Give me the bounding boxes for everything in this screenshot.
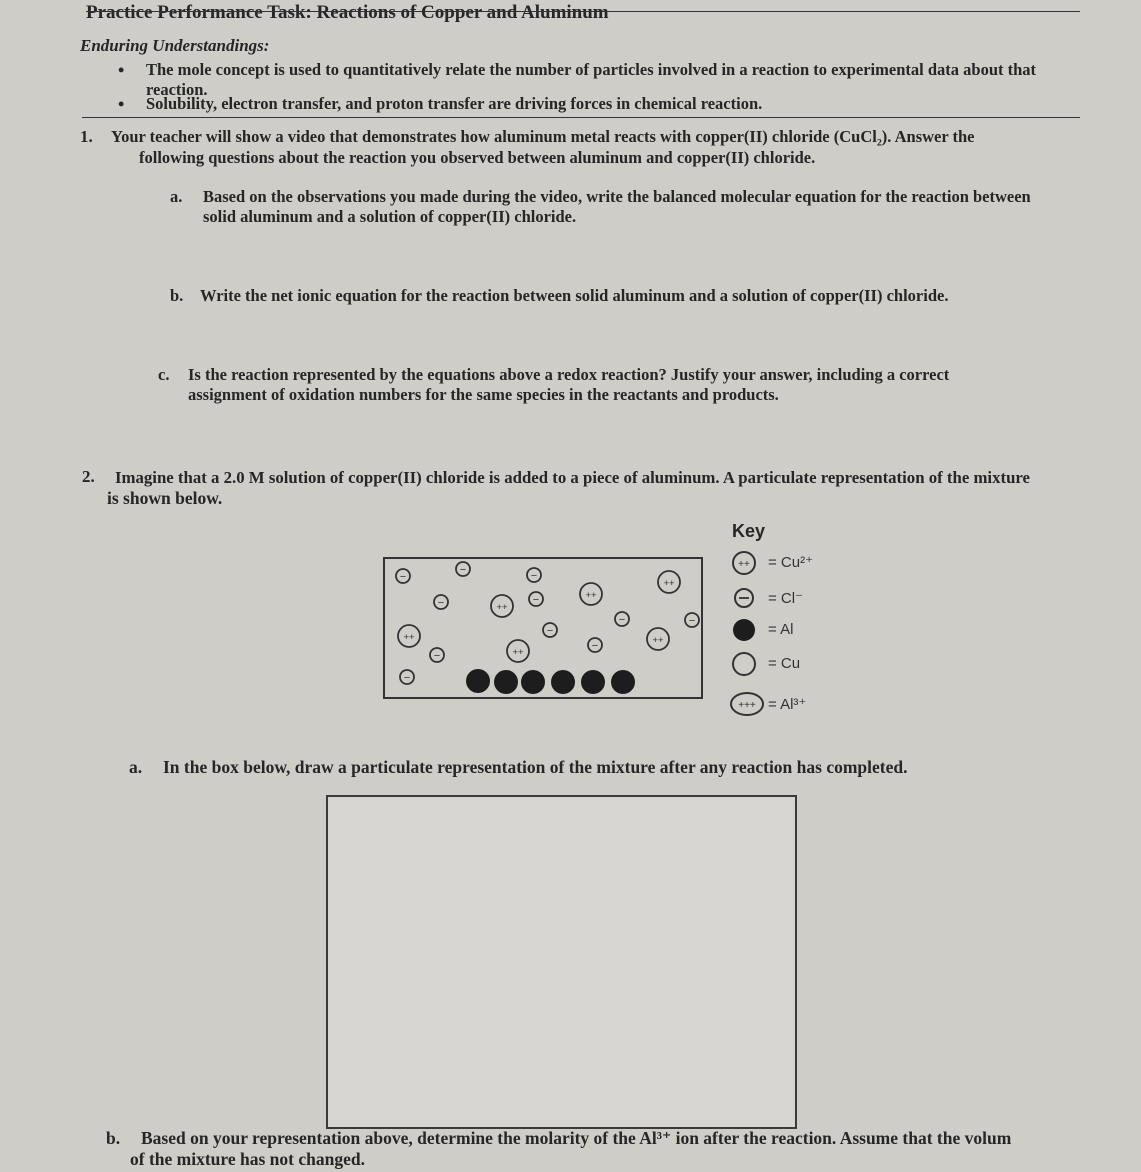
aluminum-atom [551,670,575,694]
chloride-sign: − [399,571,407,583]
key-al3plus-label: = Al³⁺ [768,696,807,713]
chloride-sign: − [530,570,538,582]
part-1a-letter: a. [170,187,183,206]
worksheet-title: Practice Performance Task: Reactions of Copper and Aluminum [86,2,609,23]
part-1a-line2: solid aluminum and a solution of copper(II) chloride. [203,207,577,226]
part-1a-line1: Based on the observations you made during the video, write the balanced molecular equation for the reaction between [203,187,1031,206]
chloride-sign: − [591,640,599,652]
chloride-sign: − [688,615,696,627]
question-2-line1: Imagine that a 2.0 M solution of copper(II) chloride is added to a piece of aluminum. A particulate representation of the mixture [115,468,1031,487]
aluminum-atom [581,670,605,694]
part-2a-text: In the box below, draw a particulate representation of the mixture after any reaction has completed. [163,757,908,777]
key-symbols [730,547,770,717]
copper-ion-sign: ++ [663,578,675,589]
part-2b-letter: b. [106,1128,121,1148]
particulate-mixture-diagram [383,557,703,699]
part-2b-line2: of the mixture has not changed. [130,1149,365,1169]
chloride-key-icon [735,589,753,607]
part-2b-line1: Based on your representation above, determine the molarity of the Al³⁺ ion after the reaction. Assume that the volum [141,1128,1012,1148]
aluminum-atom [521,670,545,694]
cu2plus-key-icon [733,552,755,574]
chloride-sign: − [618,614,626,626]
aluminum-atom-key-icon [733,619,755,641]
part-1b-line1: Write the net ionic equation for the reaction between solid aluminum and a solution of copper(II) chloride. [200,286,949,305]
title-rule [86,11,1080,12]
copper-atom-key-icon [733,653,755,675]
question-1-line1: Your teacher will show a video that demonstrates how aluminum metal reacts with copper(II) chloride (CuCl₂). Answer the [111,127,975,146]
aluminum-atom [494,670,518,694]
part-1c-line2: assignment of oxidation numbers for the same species in the reactants and products. [188,385,779,404]
aluminum-atom [611,670,635,694]
chloride-sign: − [433,650,441,662]
key-copper-label: = Cu [768,655,801,672]
bullet-1-line1: The mole concept is used to quantitatively relate the number of particles involved in a reaction to experimental data about that [146,60,1037,79]
aluminum-atom [466,669,490,693]
chloride-sign: − [532,594,540,606]
svg-text:+++: +++ [738,700,756,711]
copper-ion-sign: ++ [652,635,664,646]
al3plus-key-icon [731,693,763,715]
section-rule [82,117,1080,118]
drawing-answer-box[interactable] [326,795,797,1129]
bullet-dot: • [118,94,125,114]
question-1-number: 1. [80,127,93,146]
key-title: Key [732,521,766,541]
chloride-sign: − [403,672,411,684]
copper-ion-sign: ++ [585,590,597,601]
question-2-number: 2. [82,467,95,486]
copper-ion-sign: ++ [512,647,524,658]
part-1b-letter: b. [170,286,184,305]
bullet-2-line1: Solubility, electron transfer, and proton transfer are driving forces in chemical reaction. [146,94,763,113]
key-aluminum-label: = Al [768,621,794,638]
copper-ion-sign: ++ [403,632,415,643]
chloride-sign: − [546,625,554,637]
part-2a-letter: a. [129,757,143,777]
chloride-sign: − [459,564,467,576]
part-1c-line1: Is the reaction represented by the equations above a redox reaction? Justify your answer, including a correct [188,365,950,384]
question-2-line2: is shown below. [107,488,223,508]
question-1-line2: following questions about the reaction you observed between aluminum and copper(II) chloride. [139,148,816,167]
copper-ion-sign: ++ [496,602,508,613]
bullet-1-line2: reaction. [146,80,208,99]
key-chloride-label: = Cl⁻ [768,590,804,607]
part-1c-letter: c. [158,365,170,384]
svg-text:++: ++ [738,559,750,570]
bullet-dot: • [118,60,125,80]
chloride-sign: − [437,597,445,609]
enduring-heading: Enduring Understandings: [80,36,270,55]
key-cu2plus-label: = Cu²⁺ [768,554,814,571]
